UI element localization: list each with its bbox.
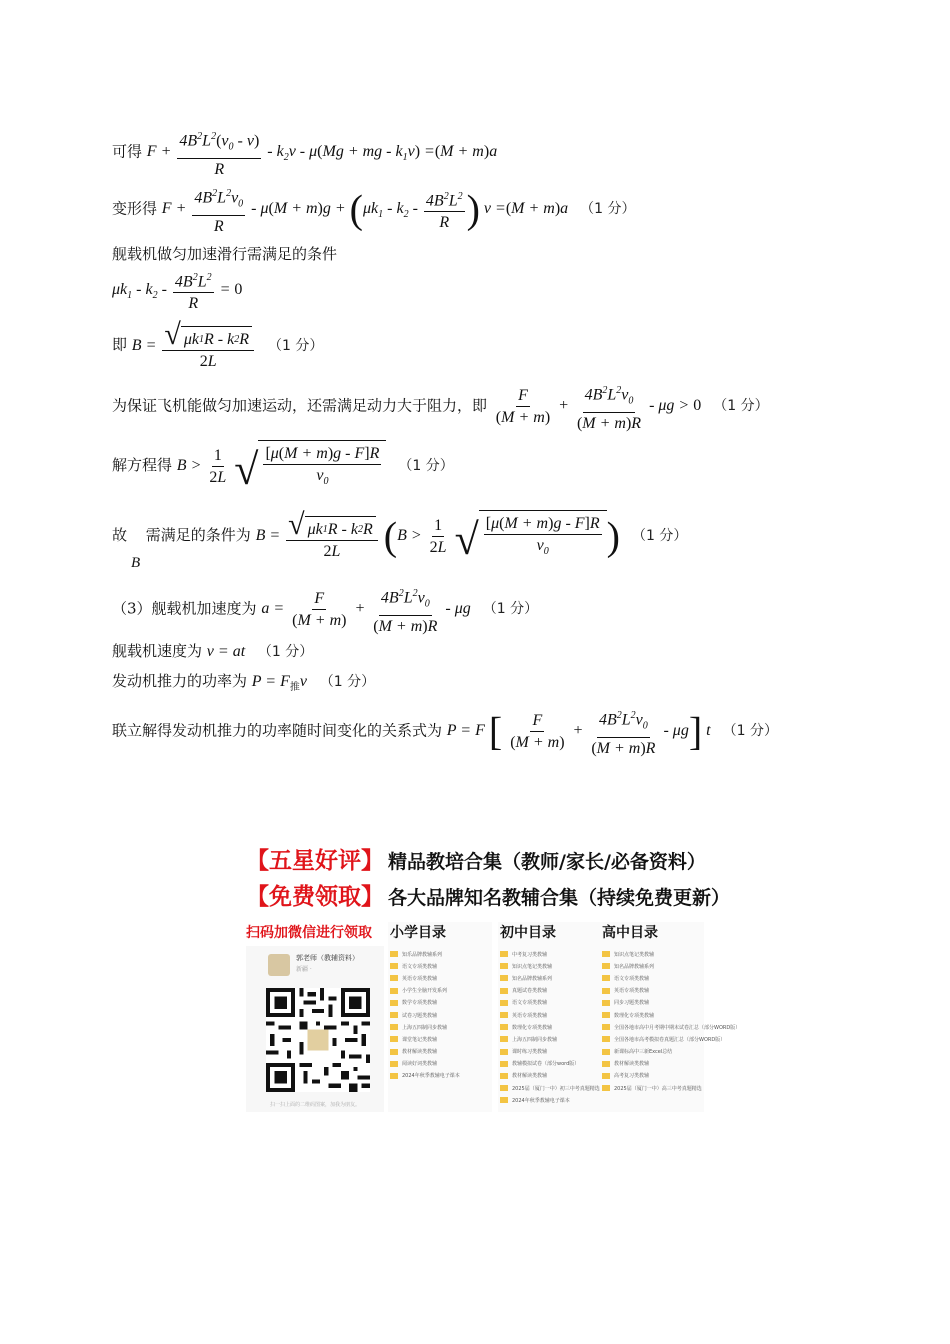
catalog-item-label: 教辅模拟试卷（部分word版）: [512, 1061, 580, 1068]
catalog-item[interactable]: [500, 960, 602, 972]
line-prefix: 故: [112, 525, 128, 544]
solution-line-7: [112, 440, 454, 495]
line-text: 舰载机做匀加速滑行需满足的条件: [112, 245, 338, 263]
score-mark: （1 分）: [482, 601, 539, 618]
folder-icon: [602, 1061, 610, 1067]
catalog-item[interactable]: [500, 1033, 602, 1045]
folder-icon: [500, 1000, 508, 1006]
catalog-item[interactable]: [390, 985, 492, 997]
catalog-item-label: 高考复习类教辅: [614, 1073, 650, 1080]
qr-caption: 扫一扫上面的二维码图案，加我为朋友。: [269, 1102, 360, 1108]
catalog-middle: [498, 922, 602, 1112]
avatar: [268, 954, 290, 976]
folder-icon: [500, 1024, 508, 1030]
catalog-item[interactable]: [500, 1058, 602, 1070]
equation: v = at: [206, 643, 246, 660]
catalog-item[interactable]: [602, 985, 704, 997]
folder-icon: [500, 951, 508, 957]
catalog-item[interactable]: [602, 972, 704, 984]
folder-icon: [390, 1012, 398, 1018]
solution-line-10: [112, 640, 313, 661]
folder-icon: [500, 1036, 508, 1042]
catalog-item-label: 新课标高中三新Excel总结: [614, 1049, 673, 1056]
scan-label: 扫码加微信进行领取: [246, 925, 372, 941]
catalog-item[interactable]: [602, 1070, 704, 1082]
solution-line-4: [112, 267, 242, 314]
line-prefix: 可得: [112, 142, 143, 161]
folder-icon: [500, 1061, 508, 1067]
promo-title-2: 【免费领取】 各大品牌知名教辅合集（持续免费更新）: [246, 884, 731, 910]
catalog-item-label: 试卷习题类教辅: [402, 1012, 438, 1019]
catalog-item[interactable]: [500, 1082, 602, 1094]
catalog-item-label: 英语专项类教辅: [512, 1012, 548, 1019]
folder-icon: [500, 1012, 508, 1018]
catalog-heading: 初中目录: [500, 925, 556, 941]
catalog-item-label: 知名品牌教辅系列: [512, 975, 553, 982]
solution-line-1: [112, 126, 497, 180]
catalog-high: [600, 922, 741, 1112]
folder-icon: [602, 988, 610, 994]
line-prefix: 解方程得: [112, 455, 173, 474]
catalog-item-label: 数理化专项类教辅: [614, 1012, 655, 1019]
equation: $\frac{F}{(M + m)}$ + $\frac{4B^2L^2v_0}{(M + m)R}$ - μg > 0: [492, 397, 705, 414]
folder-icon: [500, 1049, 508, 1055]
solution-line-9: [112, 583, 538, 637]
folder-icon: [500, 1073, 508, 1079]
catalog-item-label: 2024年秋季教辅电子课本: [512, 1097, 570, 1104]
folder-icon: [390, 1024, 398, 1030]
equation: $P = F_推v$: [251, 673, 307, 694]
equation: F + $\frac{4B^2L^2v_0}{R}$ - $\mu(M + m)g + (\mu k_1 - k_2$ - $\frac{4B^2L^2}{R}$ ) v =(M + m)a: [162, 200, 572, 217]
equation: B = √ μk 1 R - k 2 R 2L: [132, 337, 260, 354]
catalog-item[interactable]: [500, 1021, 602, 1033]
folder-icon: [602, 1000, 610, 1006]
folder-icon: [500, 963, 508, 969]
folder-icon: [602, 951, 610, 957]
folder-icon: [602, 1024, 610, 1030]
promo-title-1: 【五星好评】 精品教培合集（教师/家长/必备资料）: [246, 848, 706, 874]
score-mark: （1 分）: [580, 201, 636, 218]
folder-icon: [390, 988, 398, 994]
score-mark: （1 分）: [319, 674, 376, 690]
catalog-heading: 高中目录: [602, 925, 658, 941]
qr-code-image[interactable]: [266, 988, 370, 1092]
catalog-item[interactable]: [390, 1058, 492, 1070]
catalog-item[interactable]: [602, 997, 704, 1009]
catalog-item-label: 语文专项类教辅: [614, 975, 650, 982]
line-prefix: 变形得: [112, 199, 158, 218]
catalog-item[interactable]: [500, 1070, 602, 1082]
catalog-item-label: 教材解读类教辅: [614, 1061, 650, 1068]
catalog-item-label: 数理化专项类教辅: [512, 1024, 553, 1031]
folder-icon: [390, 1049, 398, 1055]
catalog-item-label: 真题试卷类教辅: [512, 988, 548, 995]
line-prefix: 为保证飞机能做匀加速运动，还需满足动力大于阻力，即: [112, 396, 488, 415]
catalog-list: [388, 948, 492, 1082]
equation: $\mu k_1 - k_2$ - $\frac{4B^2L^2}{R}$ = 0: [112, 281, 242, 298]
catalog-item[interactable]: [390, 948, 492, 960]
catalog-item[interactable]: [390, 960, 492, 972]
catalog-item-label: 小学生全脑开发系列: [402, 988, 448, 995]
catalog-primary: [388, 922, 492, 1112]
catalog-item[interactable]: [390, 1033, 492, 1045]
folder-icon: [390, 1036, 398, 1042]
catalog-item[interactable]: [390, 1046, 492, 1058]
catalog-item[interactable]: [602, 1021, 741, 1033]
catalog-item-label: 知乐品牌教辅系列: [402, 951, 443, 958]
catalog-item[interactable]: [500, 948, 602, 960]
folder-icon: [500, 975, 508, 981]
catalog-item[interactable]: [602, 1058, 704, 1070]
folder-icon: [602, 1085, 610, 1091]
folder-icon: [602, 963, 610, 969]
equation: B > $\frac{1}{2L}$ √ $\frac{[\mu(M + m)g - F]R}{v_0}$: [177, 457, 391, 474]
catalog-item-label: 课时练习类教辅: [512, 1049, 548, 1056]
catalog-item-label: 课堂笔记类教辅: [402, 1036, 438, 1043]
catalog-item-label: 知名品牌教辅系列: [614, 963, 655, 970]
equation: a = $\frac{F}{(M + m)}$ + $\frac{4B^2L^2v_0}{(M + m)R}$ - μg: [261, 600, 474, 617]
catalog-item-label: 中考复习类教辅: [512, 951, 548, 958]
solution-line-5: [112, 320, 323, 372]
line-prefix: （3）舰载机加速度为: [112, 599, 257, 618]
solution-line-6: [112, 380, 769, 434]
catalog-item-label: 全国各地市高考模拟卷真题汇总（部分WORD版）: [614, 1036, 726, 1043]
catalog-item[interactable]: [500, 997, 602, 1009]
folder-icon: [602, 1012, 610, 1018]
catalog-list: [498, 948, 602, 1106]
catalog-item-label: 数学专项类教辅: [402, 1000, 438, 1007]
line-prefix: 联立解得发动机推力的功率随时间变化的关系式为: [112, 721, 443, 740]
catalog-item-label: 阅读好词类教辅: [402, 1061, 438, 1068]
folder-icon: [500, 1097, 508, 1103]
wechat-card: [246, 946, 384, 1112]
score-mark: （1 分）: [257, 644, 314, 660]
folder-icon: [390, 1000, 398, 1006]
folder-icon: [602, 1073, 610, 1079]
catalog-item[interactable]: [602, 948, 704, 960]
catalog-heading: 小学目录: [390, 925, 446, 941]
catalog-item[interactable]: [602, 1009, 704, 1021]
equation: B = √ μk 1 R - k 2 R 2L (B > $\frac{1}{2L}$ √ $\frac{[\mu(M + m)g - F]R}{v_0}$ ): [255, 508, 620, 565]
catalog-item-label: 全国各地市高中月考期中期末试卷汇总（部分WORD版）: [614, 1024, 741, 1031]
catalog-item-label: 2025届（厦门一中）高三中考真题精选: [614, 1085, 702, 1092]
catalog-item-label: 2025届（厦门一中）初三中考真题精选: [512, 1085, 600, 1092]
catalog-item[interactable]: [500, 972, 602, 984]
catalog-item[interactable]: [500, 1094, 602, 1106]
folder-icon: [500, 1085, 508, 1091]
folder-icon: [390, 963, 398, 969]
line-prefix: 舰载机速度为: [112, 642, 203, 660]
catalog-item[interactable]: [602, 960, 704, 972]
catalog-item[interactable]: [602, 1046, 704, 1058]
stray-b-label: B: [131, 555, 141, 571]
catalog-item[interactable]: [602, 1033, 726, 1045]
catalog-item-label: 教材解读类教辅: [512, 1073, 548, 1080]
catalog-item-label: 知识点笔记类教辅: [614, 951, 655, 958]
line-prefix: 发动机推力的功率为: [112, 672, 248, 690]
catalog-item[interactable]: [390, 1009, 492, 1021]
catalog-item-label: 上海五四制同步教辅: [402, 1024, 448, 1031]
folder-icon: [390, 1073, 398, 1079]
equation: P = F [ $\frac{F}{(M + m)}$ + $\frac{4B^2L^2v_0}{(M + m)R}$ - μg] t: [447, 722, 715, 739]
solution-line-3: [112, 243, 337, 264]
folder-icon: [390, 975, 398, 981]
catalog-item-label: 英语专项类教辅: [614, 988, 650, 995]
folder-icon: [500, 988, 508, 994]
catalog-item[interactable]: [390, 1021, 492, 1033]
score-mark: （1 分）: [722, 723, 778, 740]
catalog-item-label: 2024年秋季教辅电子课本: [402, 1073, 460, 1080]
score-mark: （1 分）: [398, 457, 454, 474]
catalog-item[interactable]: [602, 1082, 704, 1094]
catalog-item[interactable]: [500, 1046, 602, 1058]
catalog-item[interactable]: [390, 1070, 492, 1082]
promo-banner: [246, 842, 741, 1112]
score-mark: （1 分）: [267, 337, 324, 354]
catalog-item[interactable]: [390, 972, 492, 984]
catalog-item-label: 知识点笔记类教辅: [512, 963, 553, 970]
catalog-item[interactable]: [500, 1009, 602, 1021]
folder-icon: [602, 1049, 610, 1055]
catalog-item-label: 同步习题类教辅: [614, 1000, 650, 1007]
score-mark: （1 分）: [713, 398, 769, 415]
catalog-item[interactable]: [500, 985, 602, 997]
contact-region: 新疆 ·: [296, 966, 312, 973]
catalog-item[interactable]: [390, 997, 492, 1009]
score-mark: （1 分）: [631, 527, 688, 544]
solution-line-12: [112, 705, 778, 759]
folder-icon: [390, 951, 398, 957]
solution-line-2: [112, 183, 636, 237]
catalog-item-label: 教材解读类教辅: [402, 1049, 438, 1056]
catalog-list: [600, 948, 741, 1094]
line-prefix: 即: [112, 335, 128, 354]
catalog-item-label: 英语专项类教辅: [402, 975, 438, 982]
folder-icon: [602, 1036, 610, 1042]
catalog-item-label: 语文专项类教辅: [512, 1000, 548, 1007]
solution-line-11: [112, 670, 375, 693]
catalog-item-label: 上海五四制同步教辅: [512, 1036, 558, 1043]
solution-line-8: [112, 508, 688, 565]
equation: F + $\frac{4B^2L^2(v_0 - v)}{R}$ - $k_2v - \mu(Mg$ + mg - $k_1v) =(M + m)a$: [147, 143, 497, 160]
catalog-item-label: 语文专项类教辅: [402, 963, 438, 970]
folder-icon: [602, 975, 610, 981]
folder-icon: [390, 1061, 398, 1067]
contact-name: 郭老师（教辅资料）: [296, 954, 359, 962]
line-mid: 需满足的条件为: [145, 525, 251, 544]
